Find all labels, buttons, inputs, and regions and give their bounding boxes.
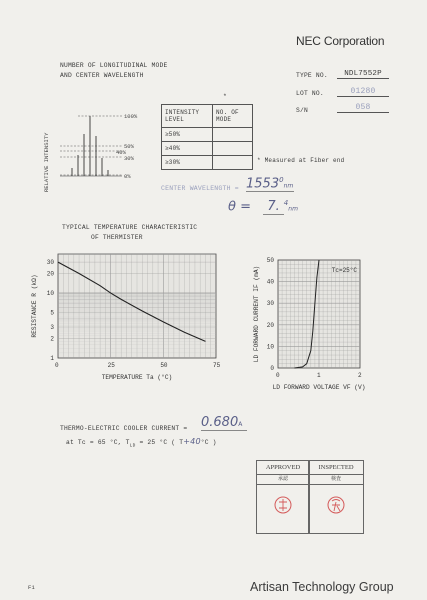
measured-note: * Measured at Fiber end bbox=[257, 157, 345, 164]
sn-label: S/N bbox=[296, 107, 308, 114]
approved-seal-icon bbox=[257, 485, 309, 535]
watermark: Artisan Technology Group bbox=[250, 580, 394, 594]
lot-label: LOT NO. bbox=[296, 90, 324, 97]
x-tick-label: 0 bbox=[276, 372, 280, 379]
table-star: * bbox=[223, 93, 227, 100]
approved-jp-label: 承認 bbox=[257, 475, 309, 485]
inspected-stamp-box bbox=[308, 460, 364, 534]
inspected-label: INSPECTED bbox=[309, 461, 363, 475]
x-tick-label: 50 bbox=[160, 362, 168, 369]
x-tick-label: 0 bbox=[55, 362, 59, 369]
theta-value: θ = 7. $^4$nm bbox=[228, 199, 298, 215]
table-row: ≥30% bbox=[162, 156, 253, 170]
center-wavelength-value: 1553$^0$nm bbox=[246, 176, 294, 192]
cooler-current-value: 0.680A bbox=[201, 415, 247, 431]
footer-code: F1 bbox=[28, 584, 36, 591]
level-0: 0% bbox=[124, 173, 131, 180]
ld-forward-chart bbox=[248, 254, 398, 394]
header-intensity-level: INTENSITY LEVEL bbox=[162, 105, 213, 128]
inspected-jp-label: 検査 bbox=[309, 475, 363, 485]
sn-value: 058 bbox=[337, 103, 389, 113]
level-40: 40% bbox=[116, 149, 126, 156]
thermistor-chart bbox=[26, 246, 226, 396]
y-tick-label: 30 bbox=[266, 300, 274, 308]
cooler-conditions: at Tc = 65 °C, $T_{LD} = 25$ °C ( T+40°C ) bbox=[66, 437, 217, 449]
approved-stamp-box bbox=[256, 460, 310, 534]
intensity-table bbox=[161, 104, 253, 170]
y-tick-label: 2 bbox=[50, 335, 54, 343]
mode-title-line2: AND CENTER WAVELENGTH bbox=[60, 72, 144, 79]
table-row: ≥40% bbox=[162, 142, 253, 156]
temp-chart-title-line1: TYPICAL TEMPERATURE CHARACTERISTIC bbox=[62, 224, 198, 231]
y-tick-label: 0 bbox=[270, 365, 274, 372]
type-value: NDL7552P bbox=[337, 70, 389, 79]
mode-title-line1: NUMBER OF LONGITUDINAL MODE bbox=[60, 62, 168, 69]
x-axis-label: LD FORWARD VOLTAGE VF (V) bbox=[272, 384, 366, 391]
y-axis-label: LD FORWARD CURRENT IF (mA) bbox=[253, 265, 260, 363]
table-row: ≥50% bbox=[162, 128, 253, 142]
y-tick-label: 3 bbox=[50, 324, 54, 332]
y-tick-label: 40 bbox=[266, 278, 274, 286]
y-tick-label: 20 bbox=[46, 270, 54, 278]
level-100: 100% bbox=[124, 113, 138, 120]
temperature-annotation: Tc=25°C bbox=[331, 267, 357, 274]
header-no-of-mode: NO. OF MODE bbox=[213, 105, 253, 128]
y-tick-label: 1 bbox=[50, 355, 54, 362]
temp-chart-title-line2: OF THERMISTER bbox=[91, 234, 143, 241]
y-tick-label: 5 bbox=[50, 309, 54, 317]
y-tick-label: 50 bbox=[266, 257, 274, 264]
y-tick-label: 10 bbox=[46, 290, 54, 298]
spectrum-ylabel: RELATIVE INTENSITY bbox=[43, 132, 50, 192]
y-tick-label: 20 bbox=[266, 321, 274, 329]
x-tick-label: 25 bbox=[107, 362, 115, 369]
x-tick-label: 2 bbox=[358, 372, 362, 379]
center-wavelength-label: CENTER WAVELENGTH = bbox=[161, 185, 239, 192]
type-label: TYPE NO. bbox=[296, 72, 328, 79]
lot-value: 01280 bbox=[337, 87, 389, 97]
x-tick-label: 75 bbox=[213, 362, 221, 369]
level-50: 50% bbox=[124, 143, 134, 150]
y-tick-label: 30 bbox=[46, 259, 54, 267]
level-30: 30% bbox=[124, 155, 134, 162]
y-axis-label: RESISTANCE R (kΩ) bbox=[31, 274, 38, 338]
approved-label: APPROVED bbox=[257, 461, 309, 475]
table-header-row bbox=[162, 105, 253, 128]
inspected-seal-icon bbox=[309, 485, 363, 535]
x-axis-label: TEMPERATURE Ta (°C) bbox=[101, 374, 173, 381]
cooler-current-label: THERMO-ELECTRIC COOLER CURRENT = bbox=[60, 425, 188, 432]
spectrum-diagram bbox=[38, 100, 158, 195]
x-tick-label: 1 bbox=[317, 372, 321, 379]
y-tick-label: 10 bbox=[266, 343, 274, 351]
company-name: NEC Corporation bbox=[296, 34, 385, 48]
